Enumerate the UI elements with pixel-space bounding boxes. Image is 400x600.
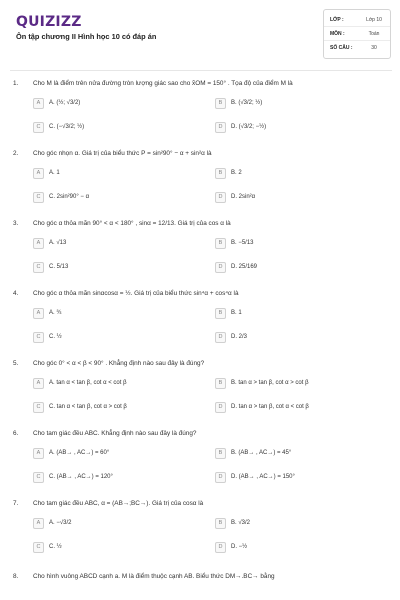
option-text: A. 1 <box>49 170 60 176</box>
option-letter-box: C <box>33 192 44 203</box>
option-letter-box: C <box>33 262 44 273</box>
option-letter-box: A <box>33 238 44 249</box>
answer-option-a[interactable] <box>33 237 203 249</box>
option-letter-box: A <box>33 98 44 109</box>
info-row-subject <box>324 27 390 41</box>
answer-option-b[interactable] <box>215 377 385 389</box>
option-text: D. tan α > tan β, cot α < cot β <box>231 404 309 410</box>
option-text: A. ¾ <box>49 310 62 316</box>
answer-option-c[interactable] <box>33 401 203 413</box>
option-text: B. tan α > tan β, cot α > cot β <box>231 380 309 386</box>
worksheet-title: Ôn tập chương II Hình học 10 có đáp án <box>16 32 157 41</box>
option-letter-box: D <box>215 472 226 483</box>
answer-option-c[interactable] <box>33 471 203 483</box>
answer-option-b[interactable] <box>215 517 385 529</box>
option-letter-box: D <box>215 332 226 343</box>
answer-option-d[interactable] <box>215 541 385 553</box>
info-label: LỚP : <box>330 16 344 23</box>
question-text: Cho góc α thỏa mãn sinαcosα = ½. Giá trị của biểu thức sin⁴α + cos⁴α là <box>33 290 239 297</box>
option-text: D. −½ <box>231 544 248 550</box>
option-text: A. (AB→ , AC→) = 60° <box>49 450 110 456</box>
option-letter-box: B <box>215 378 226 389</box>
answer-option-a[interactable] <box>33 97 203 109</box>
answer-option-b[interactable] <box>215 97 385 109</box>
option-letter-box: B <box>215 238 226 249</box>
option-text: B. 1 <box>231 310 242 316</box>
option-text: C. (−√3/2; ½) <box>49 124 85 130</box>
option-letter-box: D <box>215 122 226 133</box>
option-text: B. 2 <box>231 170 242 176</box>
question-number: 6. <box>13 430 19 437</box>
option-letter-box: B <box>215 98 226 109</box>
option-letter-box: C <box>33 332 44 343</box>
answer-option-b[interactable] <box>215 237 385 249</box>
question-number: 3. <box>13 220 19 227</box>
answer-option-d[interactable] <box>215 401 385 413</box>
answer-option-c[interactable] <box>33 541 203 553</box>
option-letter-box: C <box>33 542 44 553</box>
answer-option-c[interactable] <box>33 121 203 133</box>
answer-option-c[interactable] <box>33 261 203 273</box>
info-row-class <box>324 13 390 27</box>
answer-option-a[interactable] <box>33 447 203 459</box>
question-text: Cho góc nhọn α. Giá trị của biểu thức P = sin²90° − α + sin²α là <box>33 150 212 157</box>
option-text: C. (AB→ , AC→) = 120° <box>49 474 113 480</box>
option-letter-box: D <box>215 402 226 413</box>
answer-option-a[interactable] <box>33 167 203 179</box>
option-letter-box: B <box>215 168 226 179</box>
question-text: Cho tam giác đều ABC, α = (AB→;BC→). Giá trị của cosα là <box>33 500 204 507</box>
option-text: C. ½ <box>49 544 62 550</box>
option-letter-box: A <box>33 378 44 389</box>
option-text: C. tan α < tan β, cot α > cot β <box>49 404 127 410</box>
option-letter-box: C <box>33 472 44 483</box>
question-text: Cho góc α thỏa mãn 90° < α < 180° , sinα = 12/13. Giá trị của cos α là <box>33 220 231 227</box>
question-text: Cho tam giác đều ABC. Khẳng định nào sau đây là đúng? <box>33 430 197 437</box>
info-label: SỐ CÂU : <box>330 45 353 51</box>
question-text: Cho M là điểm trên nửa đường tròn lượng giác sao cho x̂OM = 150° . Tọa độ của điểm M là <box>33 80 293 87</box>
option-letter-box: A <box>33 518 44 529</box>
option-letter-box: B <box>215 308 226 319</box>
answer-option-a[interactable] <box>33 517 203 529</box>
option-text: D. 25/169 <box>231 264 258 270</box>
answer-option-b[interactable] <box>215 307 385 319</box>
option-text: A. −√3/2 <box>49 520 72 526</box>
option-text: D. 2sin²α <box>231 194 256 200</box>
info-value: Toán <box>368 30 380 37</box>
option-text: A. tan α < tan β, cot α < cot β <box>49 380 127 386</box>
info-value: 30 <box>371 45 377 51</box>
option-letter-box: B <box>215 518 226 529</box>
answer-option-a[interactable] <box>33 307 203 319</box>
header-divider <box>10 70 392 71</box>
answer-option-b[interactable] <box>215 167 385 179</box>
option-text: D. 2/3 <box>231 334 248 340</box>
question-text: Cho hình vuông ABCD cạnh a. M là điểm thuộc cạnh AB. Biểu thức DM→.BC→ bằng <box>33 573 275 580</box>
answer-option-d[interactable] <box>215 471 385 483</box>
answer-option-a[interactable] <box>33 377 203 389</box>
option-text: B. (√3/2; ½) <box>231 100 263 106</box>
option-text: A. √13 <box>49 240 67 246</box>
option-letter-box: D <box>215 262 226 273</box>
option-text: B. −5/13 <box>231 240 254 246</box>
info-label: MÔN : <box>330 30 345 37</box>
option-text: B. √3/2 <box>231 520 250 526</box>
answer-option-d[interactable] <box>215 191 385 203</box>
option-letter-box: D <box>215 192 226 203</box>
worksheet-header <box>0 0 400 66</box>
option-text: B. (AB→ , AC→) = 45° <box>231 450 292 456</box>
question-number: 5. <box>13 360 19 367</box>
option-text: C. ½ <box>49 334 62 340</box>
option-letter-box: A <box>33 448 44 459</box>
option-text: D. (√3/2; −½) <box>231 124 267 130</box>
info-value: Lớp 10 <box>366 16 382 23</box>
question-number: 2. <box>13 150 19 157</box>
option-letter-box: C <box>33 402 44 413</box>
answer-option-c[interactable] <box>33 331 203 343</box>
info-box <box>323 9 391 59</box>
question-number: 8. <box>13 573 19 580</box>
option-letter-box: D <box>215 542 226 553</box>
option-letter-box: C <box>33 122 44 133</box>
question-number: 7. <box>13 500 19 507</box>
option-letter-box: A <box>33 308 44 319</box>
info-row-count <box>324 41 390 55</box>
option-letter-box: A <box>33 168 44 179</box>
answer-option-d[interactable] <box>215 331 385 343</box>
answer-option-b[interactable] <box>215 447 385 459</box>
option-text: A. (½; √3/2) <box>49 100 81 106</box>
question-number: 1. <box>13 80 19 87</box>
option-text: D. (AB→ , AC→) = 150° <box>231 474 295 480</box>
quizizz-logo: QUIZIZZ <box>16 14 82 30</box>
answer-option-c[interactable] <box>33 191 203 203</box>
option-text: C. 5/13 <box>49 264 69 270</box>
option-text: C. 2sin²90° − α <box>49 194 90 200</box>
question-number: 4. <box>13 290 19 297</box>
answer-option-d[interactable] <box>215 261 385 273</box>
question-text: Cho góc 0° < α < β < 90° . Khẳng định nào sau đây là đúng? <box>33 360 205 367</box>
option-letter-box: B <box>215 448 226 459</box>
answer-option-d[interactable] <box>215 121 385 133</box>
